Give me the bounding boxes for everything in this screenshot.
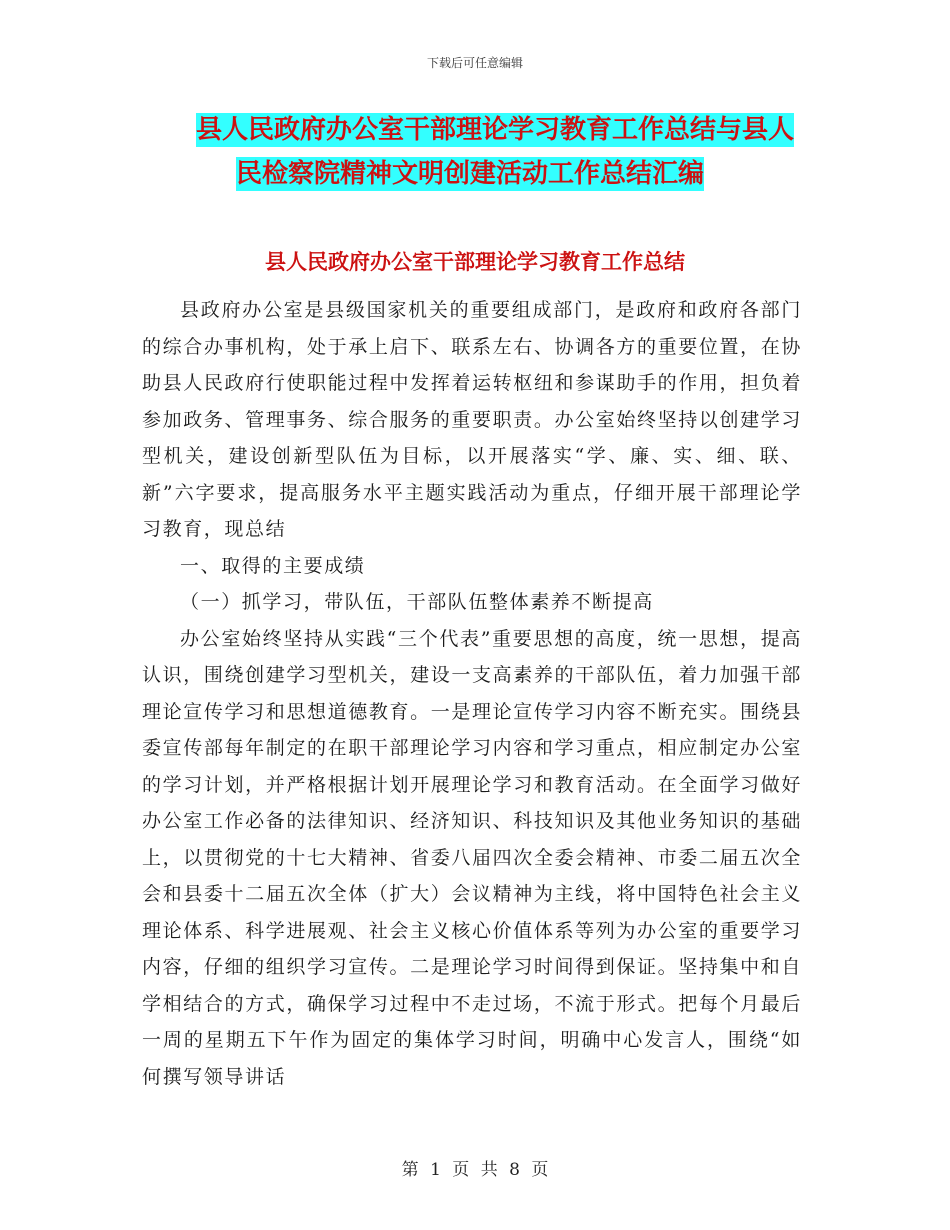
document-main-title: [140, 108, 840, 196]
body-heading-achievements: 一、取得的主要成绩: [180, 554, 366, 577]
body-paragraph-study: 办公室始终坚持从实践“三个代表”重要思想的高度，统一思想，提高认识，围绕创建学习型机关，建设一支高素养的干部队伍，着力加强干部理论宣传学习和思想道德教育。一是理论宣传学习内容不断充实。围绕县委宣传部每年制定的在职干部理论学习内容和学习重点，相应制定办公室的学习计划，并严格根据计划开展理论学习和教育活动。在全面学习做好办公室工作必备的法律知识、经济知识、科技知识及其他业务知识的基础上，以贯彻党的十七大精神、省委八届四次全委会精神、市委二届五次全会和县委十二届五次全体（扩大）会议精神为主线，将中国特色社会主义理论体系、科学进展观、社会主义核心价值体系等列为办公室的重要学习内容，仔细的组织学习宣传。二是理论学习时间得到保证。坚持集中和自学相结合的方式，确保学习过程中不走过场，不流于形式。把每个月最后一周的星期五下午作为固定的集体学习时间，明确中心发言人，围绕“如何撰写领导讲话: [142, 627, 802, 1088]
body-paragraph-intro: 县政府办公室是县级国家机关的重要组成部门，是政府和政府各部门的综合办事机构，处于承上启下、联系左右、协调各方的重要位置，在协助县人民政府行使职能过程中发挥着运转枢纽和参谋助手的作用，担负着参加政务、管理事务、综合服务的重要职责。办公室始终坚持以创建学习型机关，建设创新型队伍为目标，以开展落实“学、廉、实、细、联、新”六字要求，提高服务水平主题实践活动为重点，仔细开展干部理论学习教育，现总结: [142, 299, 802, 540]
page-number-footer: 第 1 页 共 8 页: [401, 1160, 549, 1180]
main-title-line-2: [140, 152, 840, 196]
document-body: [142, 292, 802, 1095]
main-title-line-1-text: 县人民政府办公室干部理论学习教育工作总结与县人: [196, 115, 795, 145]
main-title-line-2-text: 民检察院精神文明创建活动工作总结汇编: [236, 159, 705, 189]
body-subheading-study: （一）抓学习，带队伍，干部队伍整体素养不断提高: [180, 591, 654, 613]
section-title: 县人民政府办公室干部理论学习教育工作总结: [265, 250, 685, 274]
main-title-line-1: [140, 108, 840, 152]
page-header-note: 下载后可任意编辑: [426, 56, 523, 70]
